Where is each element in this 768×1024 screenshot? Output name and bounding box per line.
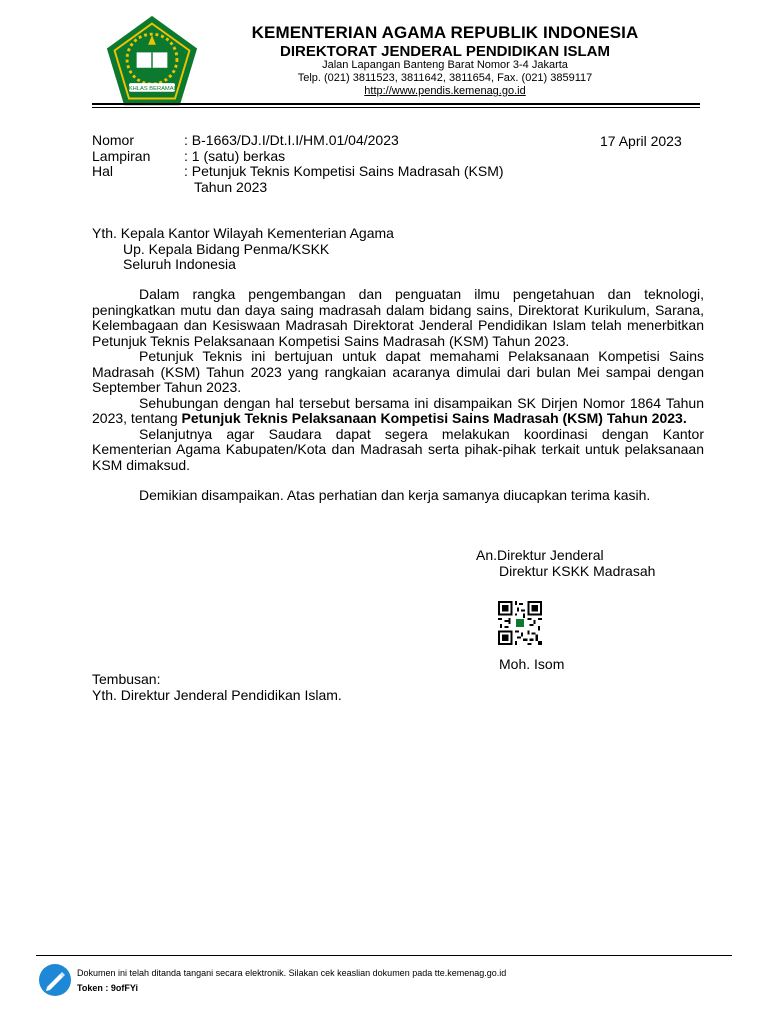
website-link[interactable]: http://www.pendis.kemenag.go.id bbox=[364, 85, 526, 97]
ministry-title: KEMENTERIAN AGAMA REPUBLIK INDONESIA bbox=[251, 23, 639, 42]
lampiran-label: Lampiran bbox=[92, 147, 151, 164]
paragraph-1: Dalam rangka pengembangan dan penguatan ilmu pengetahuan dan teknologi, peningkatkan mutu dan daya saing madrasah dalam bidang sains, Direktorat Kurikulum, Sarana, Kelembagaan dan Kesiswaan Madrasah Direktorat Jenderal Pendidikan Islam telah menerbitkan Petunjuk Teknis Pelaksanaan Kompetisi Sains Madrasah (KSM) Tahun 2023. bbox=[92, 286, 704, 349]
letter-meta bbox=[92, 133, 504, 195]
tembusan-label: Tembusan: bbox=[92, 671, 161, 687]
qr-code bbox=[498, 601, 542, 645]
paragraph-5: Demikian disampaikan. Atas perhatian dan kerja samanya diucapkan terima kasih. bbox=[139, 487, 651, 503]
directorate-title: DIREKTORAT JENDERAL PENDIDIKAN ISLAM bbox=[279, 43, 611, 60]
letterhead-contact bbox=[210, 59, 680, 98]
e-signature-icon bbox=[38, 963, 72, 997]
signature-line-1: An.Direktur Jenderal bbox=[476, 547, 604, 563]
addressee-line-3: Seluruh Indonesia bbox=[123, 256, 236, 272]
phone-line: Telp. (021) 3811523, 3811642, 3811654, Fax. (021) 3859117 bbox=[297, 72, 593, 84]
kemenag-logo bbox=[104, 14, 200, 110]
tembusan-line-1: Yth. Direktur Jenderal Pendidikan Islam. bbox=[92, 686, 342, 703]
footer-rule bbox=[36, 955, 732, 956]
hal-value: : Petunjuk Teknis Kompetisi Sains Madrasah (KSM) bbox=[184, 163, 504, 179]
signature-block bbox=[476, 548, 655, 579]
signer-name: Moh. Isom bbox=[499, 656, 565, 672]
footer-text bbox=[77, 966, 506, 996]
address-line: Jalan Lapangan Banteng Barat Nomor 3-4 Jakarta bbox=[322, 59, 568, 71]
letter-body bbox=[92, 287, 704, 504]
paragraph-2: Petunjuk Teknis ini bertujuan untuk dapat memahami Pelaksanaan Kompetisi Sains Madrasah (KSM) Tahun 2023 yang rangkaian acaranya dimulai dari bulan Mei sampai dengan September Tahun 2023. bbox=[92, 348, 704, 395]
addressee-line-1: Yth. Kepala Kantor Wilayah Kementerian Agama bbox=[92, 225, 394, 241]
footer-notice: Dokumen ini telah ditanda tangani secara elektronik. Silakan cek keaslian dokumen pada tte.kemenag.go.id bbox=[77, 968, 507, 978]
hal-value-cont: Tahun 2023 bbox=[194, 178, 268, 195]
letterhead-rule-thick bbox=[92, 103, 700, 105]
hal-label: Hal bbox=[92, 163, 114, 179]
signature-line-2: Direktur KSKK Madrasah bbox=[499, 562, 656, 579]
nomor-label: Nomor bbox=[92, 132, 135, 148]
paragraph-3-bold: Petunjuk Teknis Pelaksanaan Kompetisi Sains Madrasah (KSM) Tahun 2023. bbox=[181, 410, 687, 426]
nomor-value: : B-1663/DJ.I/Dt.I.I/HM.01/04/2023 bbox=[184, 132, 399, 148]
addressee bbox=[92, 226, 394, 273]
addressee-line-2: Up. Kepala Bidang Penma/KSKK bbox=[123, 240, 330, 257]
tembusan bbox=[92, 672, 342, 703]
paragraph-4: Selanjutnya agar Saudara dapat segera melakukan koordinasi dengan Kantor Kementerian Agama Kabupaten/Kota dan Madrasah serta pihak-pihak terkait untuk pelaksanaan KSM dimaksud. bbox=[92, 425, 704, 473]
paragraph-3 bbox=[92, 396, 704, 427]
lampiran-value: : 1 (satu) berkas bbox=[184, 147, 286, 164]
letterhead-rule-thin bbox=[92, 107, 700, 108]
paragraph-3-text: Sehubungan dengan hal tersebut bersama ini disampaikan SK Dirjen Nomor 1864 Tahun 2023, tentang bbox=[92, 394, 704, 426]
letter-date: 17 April 2023 bbox=[600, 133, 682, 149]
logo-motto: IKHLAS BERAMAL bbox=[127, 85, 177, 92]
footer-token: Token : 9ofFYi bbox=[77, 983, 139, 993]
